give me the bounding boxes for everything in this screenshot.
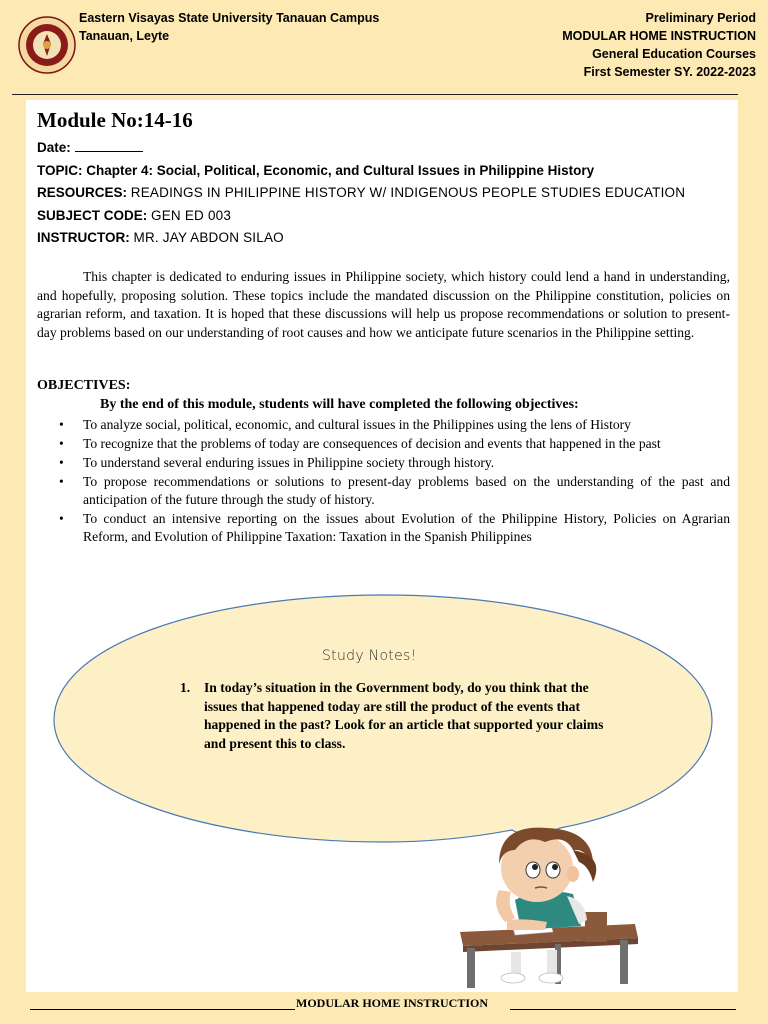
instructor-value: MR. JAY ABDON SILAO [133,230,284,245]
list-item: • To recognize that the problems of today are consequences of decision and events that happened in the past [59,436,661,451]
subject-value: GEN ED 003 [151,207,232,223]
list-item: • To propose recommendations or solutions to present-day problems based on the understanding of the past and anticipation of the future through the study of history. [59,474,730,507]
program: MODULAR HOME INSTRUCTION [562,29,756,43]
header-divider [12,94,738,95]
topic-value: Chapter 4: Social, Political, Economic, and Cultural Issues in Philippine History [86,162,595,178]
instructor-label: INSTRUCTOR: [37,230,130,245]
header-right [562,9,756,81]
bullet-icon: • [59,474,64,489]
bullet-icon: • [59,511,64,526]
date-blank [75,139,143,152]
list-item: • To understand several enduring issues in Philippine society through history. [59,455,495,470]
question-text: In today’s situation in the Government body, do you think that the issues that happened today are still the product of the events that happened in the past? Look for an article that supported your claims and present this to class. [204,680,604,751]
university-name: Eastern Visayas State University Tanauan Campus [79,11,380,25]
study-notes-title: Study Notes! [322,648,417,664]
date-label: Date: [37,140,71,155]
university-seal-icon [18,16,76,74]
header [0,0,768,100]
bullet-icon: • [59,455,64,470]
subject-row [37,205,685,228]
courses: General Education Courses [592,47,756,61]
list-item: • To analyze social, political, economic, and cultural issues in the Philippines using the lens of History [59,417,631,432]
resources-label: RESOURCES: [37,185,128,200]
university-location: Tanauan, Leyte [79,29,170,43]
objectives-lead: By the end of this module, students will have completed the following objectives: [100,397,579,412]
intro-text: This chapter is dedicated to enduring issues in Philippine society, which history could lend a hand in understanding, and hopefully, proposing solution. These topics include the mandated discussion on the Philippine constitution, policies on agrarian reform, and taxation. It is hoped that these discussions will help us propose recommendations or solution to present-day problems based on our understanding of root causes and how we anticipate future scenarios in the Philippine setting. [37,269,730,340]
footer-rule-right [510,1009,736,1010]
intro-paragraph [37,268,730,342]
bullet-icon: • [59,436,64,451]
topic-row [37,160,685,183]
study-question [180,679,610,753]
header-left [79,9,379,45]
objectives-title: OBJECTIVES: [37,378,131,393]
question-number: 1. [180,680,191,695]
period: Preliminary Period [645,11,756,25]
module-meta [37,137,685,250]
footer-text: MODULAR HOME INSTRUCTION [296,996,489,1010]
resources-row [37,182,685,205]
module-title: Module No:14-16 [37,108,193,132]
subject-label: SUBJECT CODE: [37,207,148,223]
date-row [37,137,685,160]
objectives-list [37,416,730,547]
topic-label: TOPIC: [37,162,83,178]
resources-value: READINGS IN PHILIPPINE HISTORY W/ INDIGENOUS PEOPLE STUDIES EDUCATION [130,185,686,200]
instructor-row [37,227,685,250]
footer [0,992,768,1024]
bullet-icon: • [59,417,64,432]
semester: First Semester SY. 2022-2023 [583,65,756,79]
list-item: • To conduct an intensive reporting on the issues about Evolution of the Philippine History, Policies on Agrarian Reform, and Evolution of Philippine Taxation: Taxation in the Spanish Philippines [59,511,730,544]
footer-rule-left [30,1009,295,1010]
thinking-student-illustration [455,820,665,990]
